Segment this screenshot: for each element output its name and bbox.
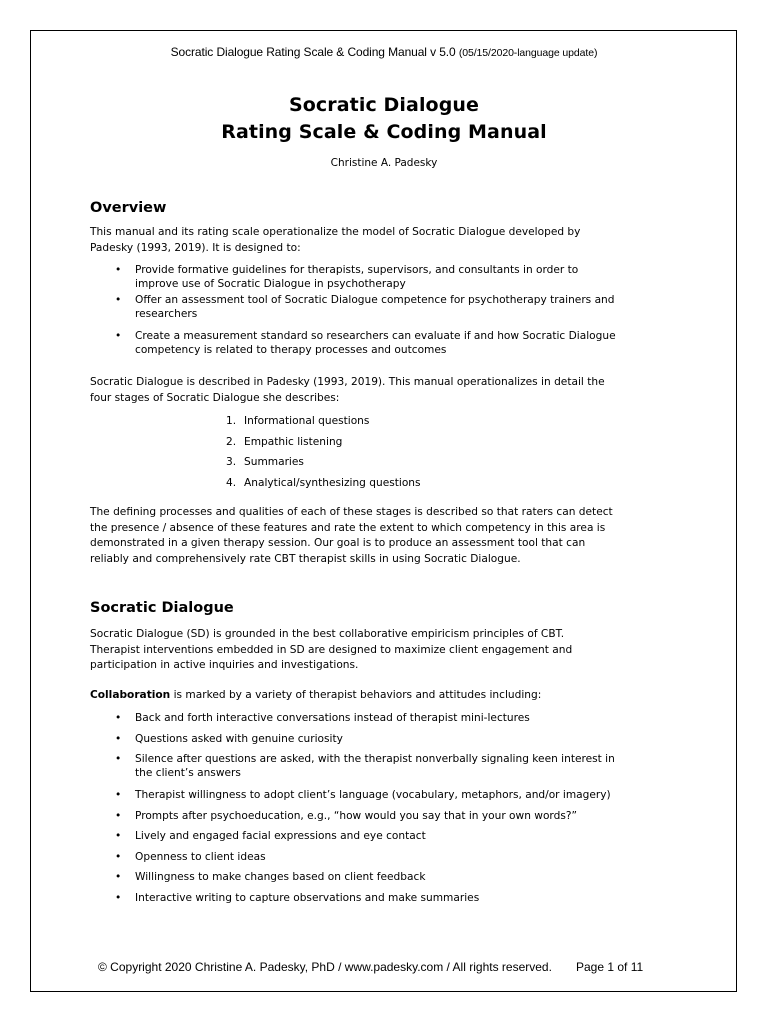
page-number: Page 1 of 11: [576, 960, 644, 974]
list-item: [90, 871, 660, 892]
bullet-dot: •: [115, 850, 122, 863]
list-item-line: Therapist willingness to adopt client’s language (vocabulary, metaphors, and/or imagery): [135, 789, 611, 801]
list-item-line: Back and forth interactive conversations instead of therapist mini-lectures: [135, 712, 530, 724]
list-item-label: Summaries: [244, 456, 304, 468]
collaboration-term: Collaboration: [90, 689, 171, 701]
list-item: [90, 264, 660, 294]
list-item: [90, 851, 660, 872]
list-number: 3.: [226, 456, 237, 468]
bullet-dot: •: [115, 789, 122, 801]
version-note: (05/15/2020-language update): [458, 47, 598, 59]
list-item-line: Interactive writing to capture observations and make summaries: [135, 891, 480, 904]
bullet-dot: •: [115, 712, 122, 724]
list-item-label: Informational questions: [244, 415, 370, 427]
list-number: 2.: [226, 435, 237, 448]
overview-intro-line: This manual and its rating scale operationalize the model of Socratic Dialogue developed by: [90, 226, 581, 238]
list-item-line: Openness to client ideas: [135, 850, 266, 863]
list-item-line: Create a measurement standard so researchers can evaluate if and how Socratic Dialogue: [135, 330, 616, 342]
collaboration-intro: [90, 688, 660, 704]
paragraph-line: Socratic Dialogue (SD) is grounded in the best collaborative empiricism principles of CBT.: [90, 628, 565, 640]
list-item-line: competency is related to therapy processes and outcomes: [135, 343, 447, 356]
bullet-dot: •: [115, 871, 122, 883]
running-title: Socratic Dialogue Rating Scale & Coding Manual v 5.0: [170, 45, 456, 59]
socratic-intro: [90, 627, 660, 674]
document-title-line-2: Rating Scale & Coding Manual: [221, 121, 547, 143]
list-item-line: Lively and engaged facial expressions and eye contact: [135, 830, 426, 842]
list-item-line: Offer an assessment tool of Socratic Dialogue competence for psychotherapy trainers and: [135, 294, 615, 306]
bullet-dot: •: [115, 264, 122, 276]
paragraph-line: the presence / absence of these features and rate the extent to which competency in this area is: [90, 521, 606, 534]
list-item-line: the client’s answers: [135, 766, 241, 779]
list-item: [90, 810, 660, 831]
list-item: [90, 294, 660, 330]
collaboration-text: is marked by a variety of therapist behaviors and attitudes including:: [170, 689, 542, 701]
overview-bullet-list: [90, 264, 660, 360]
stages-intro-line: four stages of Socratic Dialogue she describes:: [90, 391, 340, 404]
list-item: [90, 830, 660, 851]
bullet-dot: •: [115, 732, 122, 745]
list-item-line: Questions asked with genuine curiosity: [135, 732, 343, 745]
bullet-dot: •: [115, 753, 122, 765]
paragraph-line: demonstrated in a given therapy session. Our goal is to produce an assessment tool that can: [90, 537, 586, 549]
overview-heading: Overview: [90, 200, 167, 216]
list-item-line: Prompts after psychoeducation, e.g., “how would you say that in your own words?”: [135, 809, 577, 822]
list-number: 1.: [226, 415, 237, 427]
list-item: [90, 712, 660, 733]
list-item: [226, 455, 421, 476]
running-header: [0, 45, 768, 59]
stages-intro-line: Socratic Dialogue is described in Padesky (1993, 2019). This manual operationalizes in detail the: [90, 376, 605, 388]
overview-intro: [90, 225, 660, 256]
author: Christine A. Padesky: [330, 157, 438, 169]
list-item: [90, 733, 660, 754]
paragraph-line: reliably and comprehensively rate CBT therapist skills in using Socratic Dialogue.: [90, 552, 521, 565]
paragraph-line: participation in active inquiries and investigations.: [90, 659, 359, 671]
list-item: [90, 330, 660, 360]
stages-list: [226, 414, 421, 496]
bullet-dot: •: [115, 891, 122, 904]
paragraph-line: The defining processes and qualities of each of these stages is described so that raters can detect: [90, 506, 613, 518]
list-item-label: Empathic listening: [244, 435, 343, 448]
socratic-heading: Socratic Dialogue: [90, 600, 234, 616]
list-item-label: Analytical/synthesizing questions: [244, 476, 421, 489]
copyright-notice: © Copyright 2020 Christine A. Padesky, PhD / www.padesky.com / All rights reserved.: [98, 960, 552, 974]
list-item-line: Silence after questions are asked, with the therapist nonverbally signaling keen interest in: [135, 753, 615, 765]
document-title-line-1: Socratic Dialogue: [288, 94, 480, 116]
overview-intro-line: Padesky (1993, 2019). It is designed to:: [90, 241, 301, 254]
list-number: 4.: [226, 476, 237, 489]
list-item-line: researchers: [135, 307, 198, 320]
bullet-dot: •: [115, 294, 122, 306]
list-item-line: Provide formative guidelines for therapists, supervisors, and consultants in order to: [135, 264, 579, 276]
collaboration-bullet-list: [90, 712, 660, 912]
bullet-dot: •: [115, 830, 122, 842]
list-item: [226, 476, 421, 497]
list-item: [226, 414, 421, 435]
bullet-dot: •: [115, 809, 122, 822]
list-item-line: Willingness to make changes based on client feedback: [135, 871, 426, 883]
paragraph-line: Therapist interventions embedded in SD are designed to maximize client engagement and: [90, 643, 573, 656]
stages-intro: [90, 375, 660, 406]
list-item-line: improve use of Socratic Dialogue in psychotherapy: [135, 277, 406, 290]
defining-paragraph: [90, 505, 660, 567]
list-item: [90, 789, 660, 810]
list-item: [90, 892, 660, 913]
list-item: [226, 435, 421, 456]
list-item: [90, 753, 660, 789]
bullet-dot: •: [115, 330, 122, 342]
